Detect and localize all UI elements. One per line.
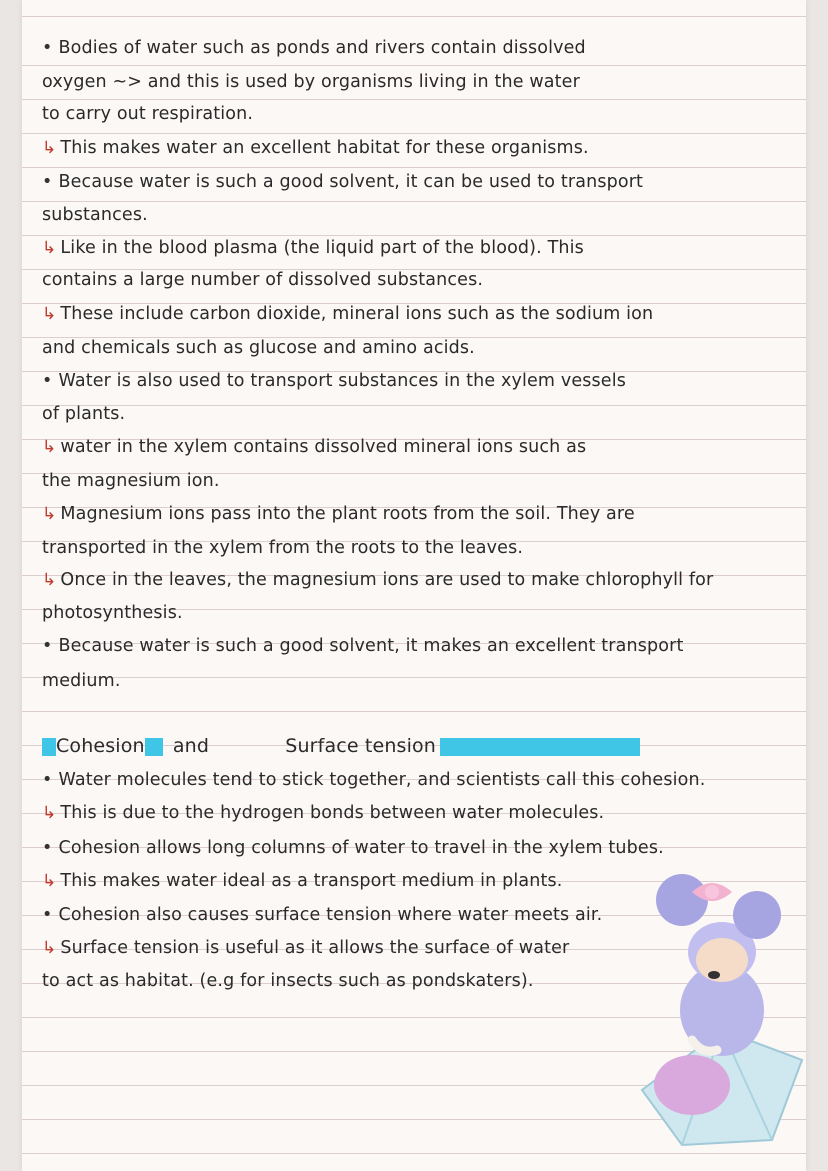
- note-line: and chemicals such as glucose and amino acids.: [42, 338, 475, 358]
- curved-arrow-icon: ↳: [42, 138, 57, 158]
- curved-arrow-icon: ↳: [42, 304, 57, 324]
- note-line: ↳ Surface tension is useful as it allows the surface of water: [42, 938, 570, 958]
- note-line: to carry out respiration.: [42, 104, 254, 124]
- section-heading: Cohesion and Surface tension: [42, 735, 776, 765]
- bullet-dot-icon: •: [42, 371, 53, 391]
- note-line: ↳ Once in the leaves, the magnesium ions are used to make chlorophyll for: [42, 570, 714, 590]
- note-line: ↳ These include carbon dioxide, mineral ions such as the sodium ion: [42, 304, 654, 324]
- curved-arrow-icon: ↳: [42, 938, 57, 958]
- note-line: ↳ water in the xylem contains dissolved mineral ions such as: [42, 437, 587, 457]
- note-line: oxygen ~> and this is used by organisms living in the water: [42, 72, 580, 92]
- note-line: ↳ This makes water ideal as a transport medium in plants.: [42, 871, 563, 891]
- heading-marker: [42, 738, 56, 756]
- bullet-dot-icon: •: [42, 636, 53, 656]
- note-line: • Bodies of water such as ponds and rivers contain dissolved: [42, 38, 586, 58]
- curved-arrow-icon: ↳: [42, 238, 57, 258]
- note-line: to act as habitat. (e.g for insects such as pondskaters).: [42, 971, 534, 991]
- note-line: ↳ This is due to the hydrogen bonds between water molecules.: [42, 803, 605, 823]
- note-line: photosynthesis.: [42, 603, 183, 623]
- note-line: • Because water is such a good solvent, it can be used to transport: [42, 172, 644, 192]
- heading-marker: [440, 738, 640, 756]
- curved-arrow-icon: ↳: [42, 871, 57, 891]
- note-line: the magnesium ion.: [42, 471, 220, 491]
- note-line: transported in the xylem from the roots to the leaves.: [42, 538, 524, 558]
- notebook-page: [22, 0, 806, 1171]
- note-line: ↳ Magnesium ions pass into the plant roots from the soil. They are: [42, 504, 635, 524]
- note-line: substances.: [42, 205, 148, 225]
- curved-arrow-icon: ↳: [42, 570, 57, 590]
- note-line: • Water is also used to transport substances in the xylem vessels: [42, 371, 626, 391]
- note-line: • Because water is such a good solvent, it makes an excellent transport: [42, 636, 684, 656]
- bullet-dot-icon: •: [42, 172, 53, 192]
- bullet-dot-icon: •: [42, 38, 53, 58]
- bullet-dot-icon: •: [42, 905, 53, 925]
- note-line: • Cohesion allows long columns of water to travel in the xylem tubes.: [42, 838, 664, 858]
- note-line: • Water molecules tend to stick together, and scientists call this cohesion.: [42, 770, 706, 790]
- heading-marker: [145, 738, 163, 756]
- curved-arrow-icon: ↳: [42, 437, 57, 457]
- bullet-dot-icon: •: [42, 770, 53, 790]
- note-line: ↳ This makes water an excellent habitat for these organisms.: [42, 138, 589, 158]
- note-line: ↳ Like in the blood plasma (the liquid part of the blood). This: [42, 238, 584, 258]
- minnie-mouse-sticker-icon: [622, 860, 812, 1150]
- note-line: medium.: [42, 671, 121, 691]
- note-line: of plants.: [42, 404, 126, 424]
- curved-arrow-icon: ↳: [42, 803, 57, 823]
- note-line: contains a large number of dissolved substances.: [42, 270, 484, 290]
- bullet-dot-icon: •: [42, 838, 53, 858]
- curved-arrow-icon: ↳: [42, 504, 57, 524]
- note-line: • Cohesion also causes surface tension where water meets air.: [42, 905, 603, 925]
